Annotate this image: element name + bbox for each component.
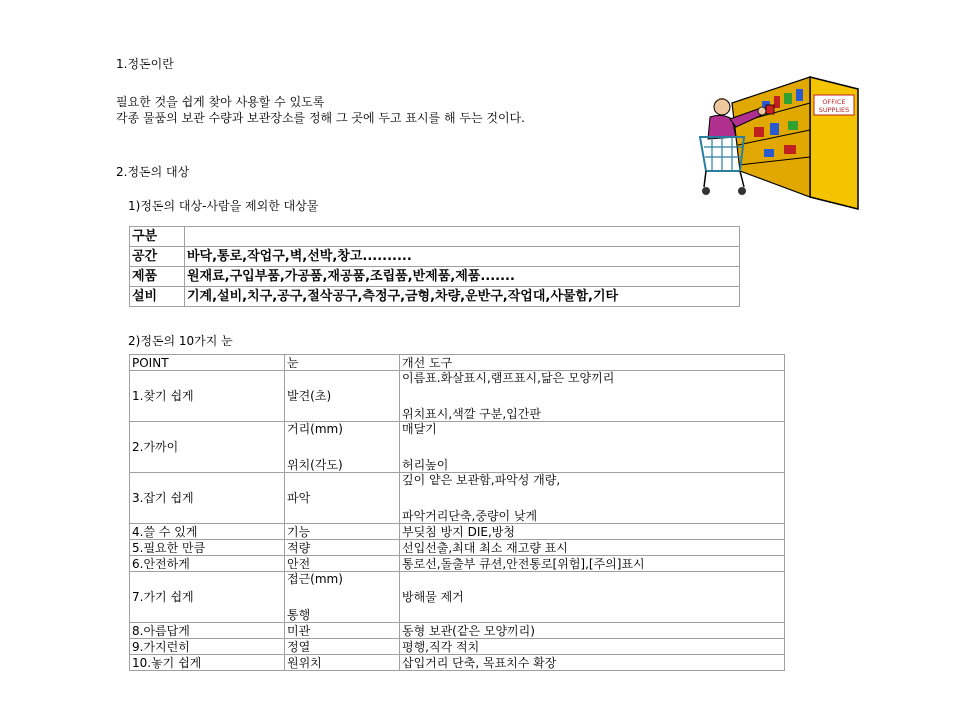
table-row <box>130 267 739 286</box>
section2-heading: 2.정돈의 대상 <box>116 165 190 179</box>
tools-cell: 평행,직각 적치 <box>400 639 784 654</box>
row-label: 제품 <box>130 267 184 286</box>
point-cell: 1.찾기 쉽게 <box>130 371 284 421</box>
ten-eyes-table <box>129 354 785 671</box>
shopping-cart-shelf-icon <box>692 75 882 213</box>
point-cell: 2.가까이 <box>130 422 284 472</box>
table-row <box>130 422 784 472</box>
supplies-sign-line: SUPPLIES <box>818 106 850 114</box>
table-row <box>130 639 784 654</box>
section1-paragraph <box>116 95 525 127</box>
table-row <box>130 524 784 539</box>
shopper-illustration <box>692 75 882 213</box>
point-cell: 7.가기 쉽게 <box>130 572 284 622</box>
tools-line: 깊이 얕은 보관함,파악성 개량, <box>402 473 561 487</box>
eye-cell: 원위치 <box>285 655 399 670</box>
sub2-heading: 2)정돈의 10가지 눈 <box>128 334 233 348</box>
header-point: POINT <box>130 355 284 370</box>
tools-cell <box>400 422 784 472</box>
tools-line: 이름표.화살표시,램프표시,닮은 모양끼리 <box>402 371 615 385</box>
header-tools: 개선 도구 <box>400 355 784 370</box>
eye-line: 통행 <box>287 608 311 622</box>
point-cell: 3.잡기 쉽게 <box>130 473 284 523</box>
eye-cell: 미관 <box>285 623 399 638</box>
eye-line: 접근(mm) <box>287 572 343 586</box>
point-cell: 9.가지런히 <box>130 639 284 654</box>
table-row <box>130 572 784 622</box>
eye-cell <box>285 422 399 472</box>
point-cell: 5.필요한 만큼 <box>130 540 284 555</box>
eye-cell <box>285 572 399 622</box>
target-objects-table <box>129 226 740 307</box>
row-label: 공간 <box>130 247 184 266</box>
tools-cell <box>400 473 784 523</box>
tools-line: 허리높이 <box>402 458 449 472</box>
table-row <box>130 371 784 421</box>
row-label: 설비 <box>130 287 184 306</box>
tools-cell <box>400 371 784 421</box>
tools-cell: 통로선,돌출부 큐션,안전통로[위험],[주의]표시 <box>400 556 784 571</box>
office-sign-line: OFFICE <box>822 98 846 106</box>
tools-cell: 선입선출,최대 최소 재고량 표시 <box>400 540 784 555</box>
section1-heading: 1.정돈이란 <box>116 57 174 71</box>
row-label: 구분 <box>130 227 184 246</box>
row-value: 원재료,구입부품,가공품,재공품,조립품,반제품,제품....... <box>185 267 739 286</box>
tools-line: 파악거리단축,중량이 낮게 <box>402 509 538 523</box>
eye-cell: 발견(초) <box>285 371 399 421</box>
eye-cell: 적량 <box>285 540 399 555</box>
paragraph-line: 각종 물품의 보관 수량과 보관장소를 정해 그 곳에 두고 표시를 해 두는 것이다. <box>116 111 525 125</box>
row-value: 기계,설비,치구,공구,절삭공구,측정구,금형,차량,운반구,작업대,사물함,기타 <box>185 287 739 306</box>
table-row <box>130 655 784 670</box>
tools-line: 매달기 <box>402 422 437 436</box>
row-value <box>185 227 739 246</box>
table-row <box>130 287 739 306</box>
point-cell: 10.놓기 쉽게 <box>130 655 284 670</box>
tools-cell: 방해물 제거 <box>400 572 784 622</box>
tools-cell: 동형 보관(같은 모양끼리) <box>400 623 784 638</box>
header-eye: 눈 <box>285 355 399 370</box>
table-row <box>130 473 784 523</box>
point-cell: 8.아름답게 <box>130 623 284 638</box>
table-row <box>130 623 784 638</box>
eye-cell: 파악 <box>285 473 399 523</box>
table-row <box>130 247 739 266</box>
table-row <box>130 227 739 246</box>
table-row <box>130 540 784 555</box>
table-row <box>130 556 784 571</box>
tools-line: 위치표시,색깔 구분,입간판 <box>402 407 541 421</box>
tools-cell: 삽입거리 단축, 목표치수 확장 <box>400 655 784 670</box>
eye-cell: 정열 <box>285 639 399 654</box>
eye-line: 위치(각도) <box>287 458 343 472</box>
eye-line: 거리(mm) <box>287 422 343 436</box>
eye-cell: 안전 <box>285 556 399 571</box>
eye-cell: 기능 <box>285 524 399 539</box>
row-value: 바닥,통로,작업구,벽,선박,창고.......... <box>185 247 739 266</box>
point-cell: 4.쓸 수 있게 <box>130 524 284 539</box>
sub1-heading: 1)정돈의 대상-사람을 제외한 대상물 <box>128 199 319 213</box>
paragraph-line: 필요한 것을 쉽게 찾아 사용할 수 있도록 <box>116 95 325 109</box>
point-cell: 6.안전하게 <box>130 556 284 571</box>
tools-cell: 부딪침 방지 DIE,방청 <box>400 524 784 539</box>
table-header-row <box>130 355 784 370</box>
